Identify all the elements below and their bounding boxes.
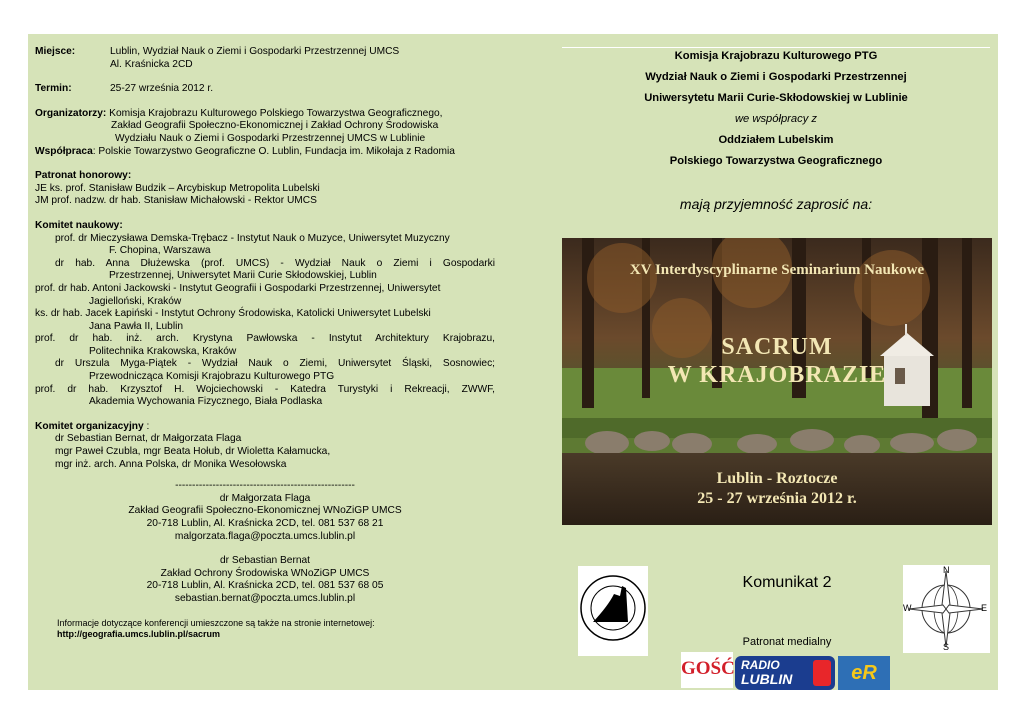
host-line: Oddziałem Lubelskim — [718, 134, 834, 146]
organizers-label: Organizatorzy: — [35, 107, 107, 119]
host-line: Komisja Krajobrazu Kulturowego PTG — [674, 50, 878, 62]
honorary-patron-2: JM prof. nadzw. dr hab. Stanisław Michałowski - Rektor UMCS — [35, 195, 317, 207]
cooperation-with: we współpracy z — [734, 113, 818, 125]
invitation-text: mają przyjemność zaprosić na: — [679, 196, 873, 212]
organizers-line-1: Komisja Krajobrazu Kulturowego Polskiego Towarzystwa Geograficznego, — [109, 107, 443, 119]
committee-member: prof. dr hab. Antoni Jackowski - Instytut Geografii i Gospodarki Przestrzennej, Uniwersytet Jagielloński, Kraków — [35, 282, 441, 307]
venue-line-2: Al. Kraśnicka 2CD — [110, 58, 193, 70]
scientific-committee-label: Komitet naukowy: — [35, 219, 123, 231]
cooperation-value: : Polskie Towarzystwo Geograficzne O. Lublin, Fundacja im. Mikołaja z Radomia — [92, 145, 455, 157]
email-link[interactable]: sebastian.bernat@poczta.umcs.lublin.pl — [174, 592, 356, 604]
radio-lublin-logo: RADIO LUBLIN — [735, 656, 835, 690]
committee-member: prof. dr hab. Krzysztof H. Wojciechowski - Katedra Turystyki i Rekreacji, ZWWF, Akademia Wychowania Fizycznego, Biała Podlaska — [35, 383, 495, 408]
email-link[interactable]: malgorzata.flaga@poczta.umcs.lublin.pl — [174, 530, 356, 542]
contact-block-2: dr Sebastian Bernat Zakład Ochrony Środowiska WNoZiGP UMCS 20-718 Lublin, Al. Kraśnicka 2CD, tel. 081 537 68 05 sebastian.bernat@poczta.umcs.lublin.pl — [35, 555, 495, 605]
location-title: Lublin - Roztocze — [716, 470, 838, 487]
organizing-member: dr Sebastian Bernat, dr Małgorzata Flaga — [55, 433, 242, 445]
host-line: Uniwersytetu Marii Curie-Skłodowskiej w Lublinie — [644, 92, 908, 104]
left-panel — [35, 46, 495, 640]
date-row — [35, 83, 495, 96]
committee-member: prof. dr hab. inż. arch. Krystyna Pawłowska - Instytut Architektury Krajobrazu, Politechnika Krakowska, Kraków — [35, 333, 495, 357]
host-line: Wydział Nauk o Ziemi i Gospodarki Przestrzennej — [645, 71, 907, 83]
committee-member: prof. dr Mieczysława Demska-Trębacz - Instytut Nauk o Muzyce, Uniwersytet Muzyczny F. Chopina, Warszawa — [55, 232, 450, 257]
info-note: Informacje dotyczące konferencji umieszczone są także na stronie internetowej: http://geografia.umcs.lublin.pl/sacrum — [57, 617, 375, 639]
sacrum-title: SACRUM — [721, 334, 833, 360]
venue-line-1: Lublin, Wydział Nauk o Ziemi i Gospodarki Przestrzennej UMCS — [110, 46, 400, 57]
dates-title: 25 - 27 września 2012 r. — [697, 490, 857, 507]
website-link[interactable]: http://geografia.umcs.lublin.pl/sacrum — [57, 628, 221, 639]
krajobrazie-title: W KRAJOBRAZIE — [667, 362, 887, 388]
organizers-line-2: Zakład Geografii Społeczno-Ekonomicznej i Zakład Ochrony Środowiska — [111, 120, 439, 132]
committee-member: dr hab. Anna Dłużewska (prof. UMCS) - Wydział Nauk o Ziemi i Gospodarki Przestrzennej, Uniwersytet Marii Curie Skłodowskiej, Lublin — [55, 257, 495, 282]
seminar-title: XV Interdyscyplinarne Seminarium Naukowe — [629, 262, 925, 278]
gosc-niedzielny-logo: GOŚĆ — [681, 652, 733, 688]
compass-logo: N S E W — [903, 565, 990, 653]
cover-photo — [562, 238, 992, 525]
organizers — [35, 108, 495, 158]
honorary-patronage-label: Patronat honorowy: — [35, 170, 132, 182]
venue-row — [35, 46, 495, 71]
organizing-committee: Komitet organizacyjny : dr Sebastian Bernat, dr Małgorzata Flaga mgr Paweł Czubla, mgr Beata Hołub, dr Wioletta Kałamucka, mgr inż. arch. Anna Polska, dr Monika Wesołowska — [35, 421, 495, 471]
date-label: Termin: — [35, 83, 72, 95]
media-patronage-label: Patronat medialny — [742, 636, 832, 648]
date-value: 25-27 września 2012 r. — [110, 83, 214, 95]
right-header — [562, 46, 990, 172]
organizing-member: mgr Paweł Czubla, mgr Beata Hołub, dr Wioletta Kałamucka, — [55, 446, 331, 458]
honorary-patronage — [35, 170, 495, 208]
separator-line: ----------------------------------------------------- — [175, 480, 355, 492]
radio-er-logo: eR — [838, 656, 890, 690]
cooperation-label: Współpraca — [35, 145, 93, 157]
commission-seal-logo — [578, 566, 648, 656]
honorary-patron-1: JE ks. prof. Stanisław Budzik – Arcybiskup Metropolita Lubelski — [35, 182, 320, 194]
venue-label: Miejsce: — [35, 46, 76, 57]
venue-value — [110, 46, 399, 71]
contact-block-1: dr Małgorzata Flaga Zakład Geografii Społeczno-Ekonomicznej WNoZiGP UMCS 20-718 Lublin, Al. Kraśnicka 2CD, tel. 081 537 68 21 malgorzata.flaga@poczta.umcs.lublin.pl — [35, 493, 495, 543]
scientific-committee — [35, 220, 495, 409]
organizing-member: mgr inż. arch. Anna Polska, dr Monika Wesołowska — [55, 458, 287, 470]
organizing-committee-label: Komitet organizacyjny — [35, 420, 144, 432]
committee-member: dr Urszula Myga-Piątek - Wydział Nauk o Ziemi, Uniwersytet Śląski, Sosnowiec; Przewodnicząca Komisji Krajobrazu Kulturowego PTG — [55, 358, 495, 383]
committee-member: ks. dr hab. Jacek Łapiński - Instytut Ochrony Środowiska, Katolicki Uniwersytet Lubelski Jana Pawła II, Lublin — [35, 308, 431, 332]
announcement-number: Komunikat 2 — [742, 574, 832, 591]
host-line: Polskiego Towarzystwa Geograficznego — [669, 155, 883, 167]
organizers-line-3: Wydziału Nauk o Ziemi i Gospodarki Przestrzennej UMCS w Lublinie — [115, 132, 426, 144]
